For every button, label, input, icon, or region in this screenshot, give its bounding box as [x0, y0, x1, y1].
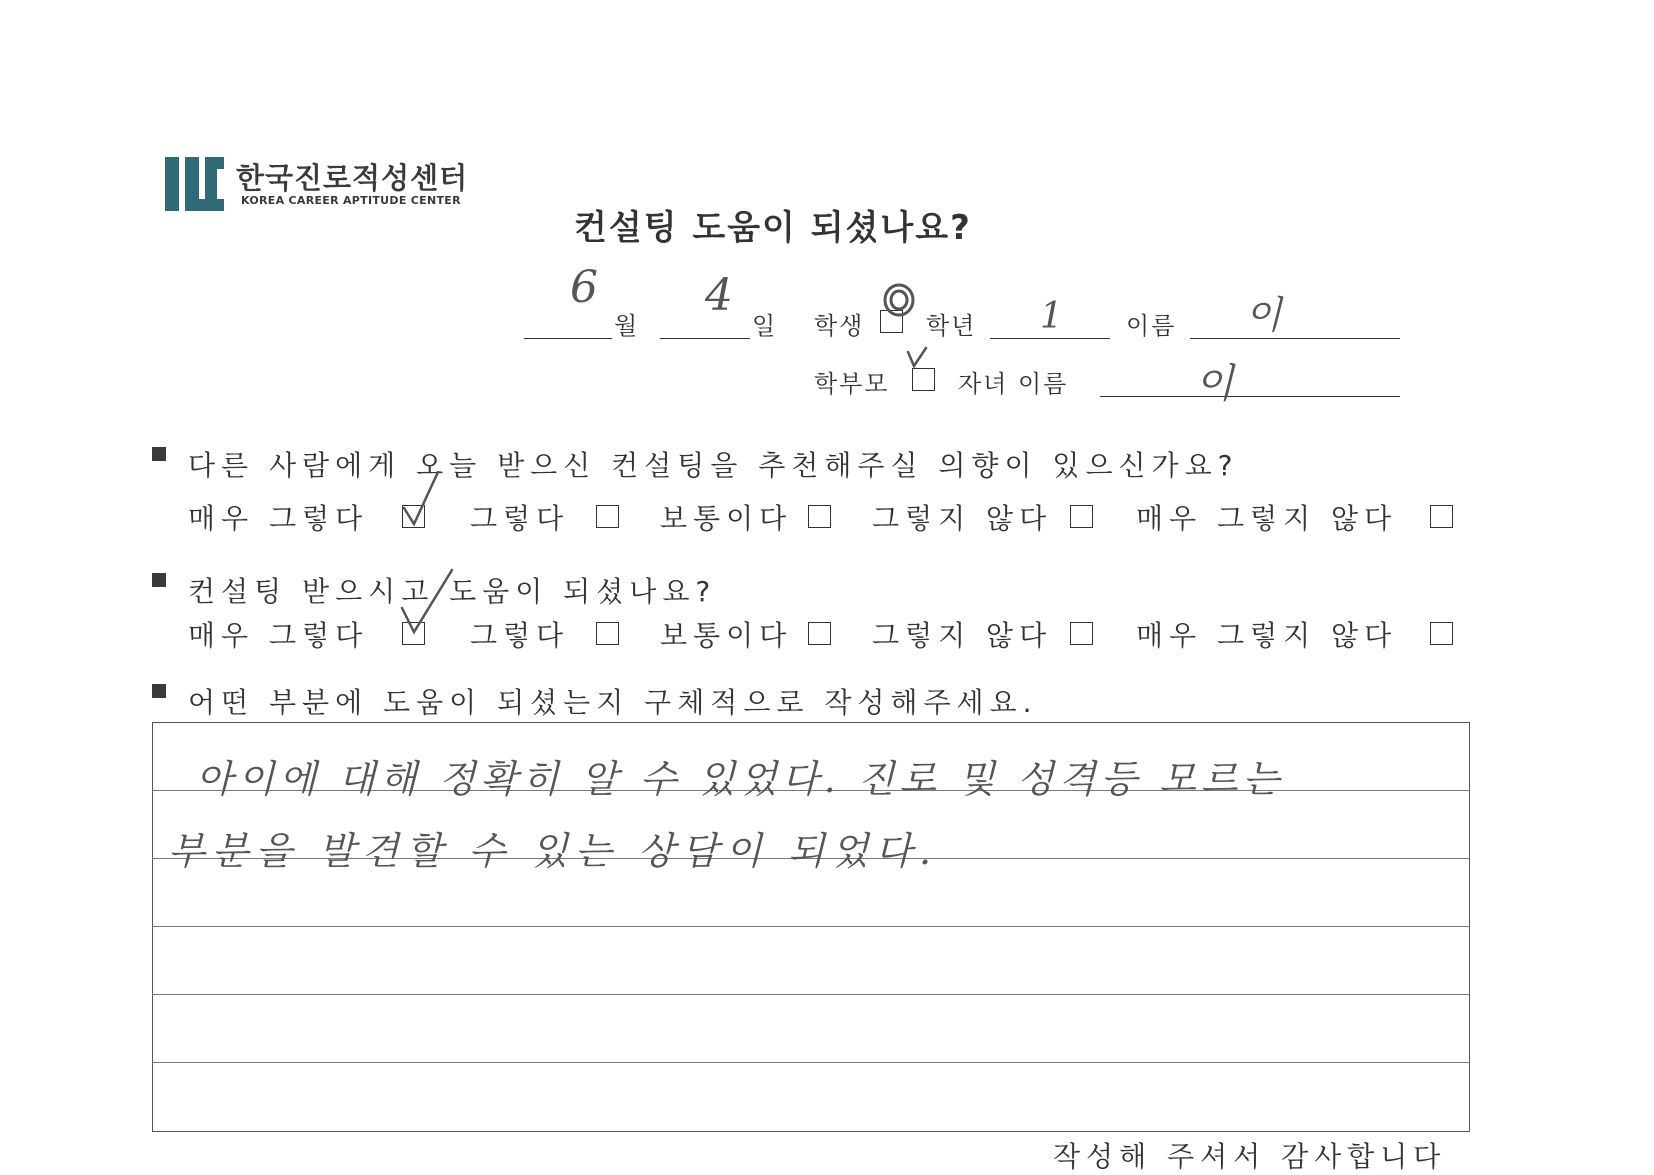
q2-option-5-label: 매우 그렇지 않다 — [1136, 619, 1398, 652]
child-name-label: 자녀 이름 — [958, 370, 1069, 398]
answer-row-divider — [152, 926, 1470, 927]
q1-option-2-label: 그렇다 — [470, 502, 570, 535]
day-field[interactable] — [660, 338, 750, 339]
name-value: 이 — [1245, 293, 1282, 337]
q1-option-1-tick-mark — [398, 468, 444, 530]
center-name-english: KOREA CAREER APTITUDE CENTER — [241, 194, 461, 207]
q2-option-2-checkbox[interactable] — [596, 622, 619, 645]
q2-option-3-checkbox[interactable] — [808, 622, 831, 645]
answer-row-divider — [152, 994, 1470, 995]
center-logo-icon — [165, 157, 224, 211]
q2-option-5-checkbox[interactable] — [1430, 622, 1453, 645]
student-label: 학생 — [814, 312, 865, 340]
q1-option-3-checkbox[interactable] — [808, 505, 831, 528]
answer-line-2: 부분을 발견할 수 있는 상담이 되었다. — [168, 829, 939, 873]
q2-option-4-checkbox[interactable] — [1070, 622, 1093, 645]
month-label: 월 — [614, 312, 640, 340]
q2-option-1-label: 매우 그렇다 — [188, 619, 369, 652]
question-bullet — [152, 684, 166, 698]
q1-option-2-checkbox[interactable] — [596, 505, 619, 528]
q1-option-5-checkbox[interactable] — [1430, 505, 1453, 528]
name-label: 이름 — [1126, 312, 1177, 340]
q2-option-3-label: 보통이다 — [660, 619, 793, 652]
day-value: 4 — [705, 270, 733, 321]
student-checkbox-scribble-mark — [876, 278, 922, 324]
q2-option-1-tick-mark — [394, 566, 458, 638]
grade-value: 1 — [1040, 296, 1063, 337]
question-bullet — [152, 573, 166, 587]
q1-option-4-checkbox[interactable] — [1070, 505, 1093, 528]
parent-checkbox-tick-mark — [904, 344, 938, 374]
page-title: 컨설팅 도움이 되셨나요? — [574, 208, 972, 248]
month-field[interactable] — [524, 338, 612, 339]
answer-line-1: 아이에 대해 정확히 알 수 있었다. 진로 및 성격등 모르는 — [196, 757, 1285, 801]
q1-option-3-label: 보통이다 — [660, 502, 793, 535]
answer-row-divider — [152, 1062, 1470, 1063]
day-label: 일 — [752, 312, 778, 340]
q2-option-4-label: 그렇지 않다 — [872, 619, 1053, 652]
parent-label: 학부모 — [814, 370, 890, 398]
q2-option-2-label: 그렇다 — [470, 619, 570, 652]
grade-field[interactable] — [990, 338, 1110, 339]
q1-option-1-label: 매우 그렇다 — [188, 502, 369, 535]
grade-label: 학년 — [926, 312, 977, 340]
center-name-korean: 한국진로적성센터 — [236, 161, 469, 195]
q1-option-4-label: 그렇지 않다 — [872, 502, 1053, 535]
child-name-field[interactable] — [1100, 396, 1400, 397]
question-2-text: 컨설팅 받으시고 도움이 되셨나요? — [188, 575, 717, 608]
name-field[interactable] — [1190, 338, 1400, 339]
question-bullet — [152, 447, 166, 461]
child-name-value: 이 — [1195, 361, 1234, 407]
q1-option-5-label: 매우 그렇지 않다 — [1136, 502, 1398, 535]
thanks-footer: 작성해 주셔서 감사합니다 — [1053, 1140, 1447, 1173]
question-1-text: 다른 사람에게 오늘 받으신 컨설팅을 추천해주실 의향이 있으신가요? — [188, 449, 1239, 482]
question-3-text: 어떤 부분에 도움이 되셨는지 구체적으로 작성해주세요. — [188, 686, 1038, 719]
month-value: 6 — [570, 262, 598, 313]
